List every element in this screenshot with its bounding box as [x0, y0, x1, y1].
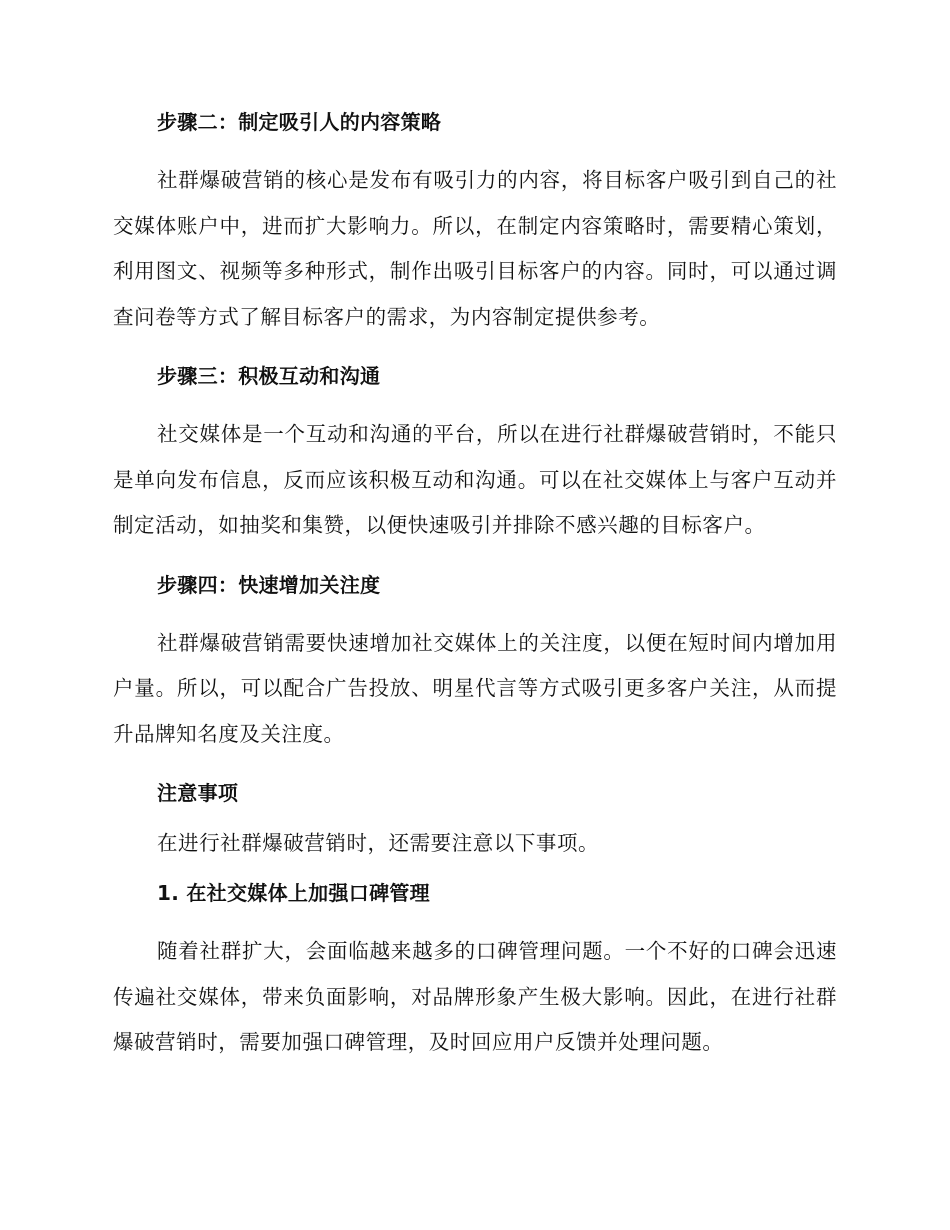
document-page — [113, 108, 837, 1066]
section-heading-step2: 步骤二：制定吸引人的内容策略 — [157, 110, 442, 134]
notes-heading: 注意事项 — [157, 781, 239, 805]
section-body-step3: 社交媒体是一个互动和沟通的平台，所以在进行社群爆破营销时，不能只是单向发布信息，反而应该积极互动和沟通。可以在社交媒体上与客户互动并制定活动，如抽奖和集赞，以便快速吸引并排除不感兴趣的目标客户。 — [113, 422, 837, 537]
notes-item1-heading: 1. 在社交媒体上加强口碑管理 — [157, 881, 430, 905]
section-body-step4: 社群爆破营销需要快速增加社交媒体上的关注度，以便在短时间内增加用户量。所以，可以配合广告投放、明星代言等方式吸引更多客户关注，从而提升品牌知名度及关注度。 — [113, 630, 837, 746]
section-heading-step4: 步骤四：快速增加关注度 — [157, 572, 381, 597]
notes-intro: 在进行社群爆破营销时，还需要注意以下事项。 — [157, 831, 600, 855]
notes-item1-body: 随着社群扩大，会面临越来越多的口碑管理问题。一个不好的口碑会迅速传遍社交媒体，带来负面影响，对品牌形象产生极大影响。因此，在进行社群爆破营销时，需要加强口碑管理，及时回应用户反馈并处理问题。 — [113, 939, 837, 1054]
section-heading-step3: 步骤三：积极互动和沟通 — [157, 364, 381, 388]
section-body-step2: 社群爆破营销的核心是发布有吸引力的内容，将目标客户吸引到自己的社交媒体账户中，进而扩大影响力。所以，在制定内容策略时，需要精心策划，利用图文、视频等多种形式，制作出吸引目标客户的内容。同时，可以通过调查问卷等方式了解目标客户的需求，为内容制定提供参考。 — [113, 168, 837, 329]
